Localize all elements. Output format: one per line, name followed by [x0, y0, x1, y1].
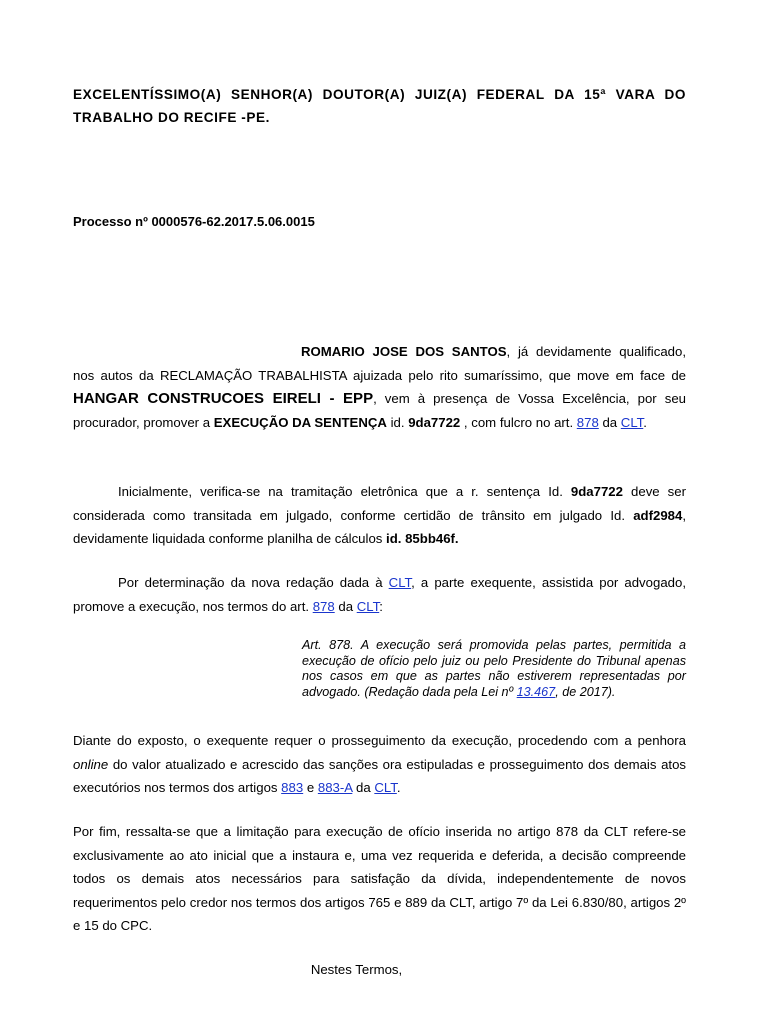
link-art-878[interactable]: 878	[312, 598, 335, 614]
paragraph-determination: Por determinação da nova redação dada à CLT, a parte exequente, assistida por advogado, promove a execução, nos termos do art. 878 da CLT:	[73, 575, 686, 614]
online-term: online	[73, 756, 109, 772]
link-clt[interactable]: CLT	[620, 414, 644, 430]
link-clt[interactable]: CLT	[356, 598, 380, 614]
link-lei-13467[interactable]: 13.467	[516, 684, 556, 699]
paragraph-initial: Inicialmente, verifica-se na tramitação eletrônica que a r. sentença Id. 9da7722 deve ser considerada como transitada em julgado, conforme certidão de trânsito em julgado Id. adf2984, devidamente liquidada conforme planilha de cálculos id. 85bb46f.	[73, 484, 686, 546]
sentence-id: 9da7722	[408, 414, 461, 430]
paragraph-final: Por fim, ressalta-se que a limitação para execução de ofício inserida no artigo 878 da CLT refere-se exclusivamente ao ato inicial que a instaura e, uma vez requerida e deferida, a decisão compreende todos os demais atos necessários para satisfação da dívida, independentemente de novos requerimentos pelo credor nos termos dos artigos 765 e 889 da CLT, artigo 7º da Lei 6.830/80, artigos 2º e 15 do CPC.	[73, 824, 686, 933]
link-clt[interactable]: CLT	[388, 575, 412, 590]
link-art-878[interactable]: 878	[576, 414, 599, 430]
court-heading: EXCELENTÍSSIMO(A) SENHOR(A) DOUTOR(A) JUIZ(A) FEDERAL DA 15ª VARA DO TRABALHO DO RECIFE -PE.	[73, 87, 686, 125]
link-clt[interactable]: CLT	[374, 780, 397, 795]
law-quote: Art. 878. A execução será promovida pelas partes, permitida a execução de ofício pelo juiz ou pelo Presidente do Tribunal apenas nos casos em que as partes não estiverem representadas por advogado. (Redação dada pela Lei nº 13.467, de 2017).	[302, 638, 686, 699]
sentence-id: 9da7722	[570, 484, 623, 499]
execution-title: EXECUÇÃO DA SENTENÇA	[213, 414, 387, 430]
certificate-id: adf2984	[633, 507, 683, 523]
link-art-883[interactable]: 883	[281, 780, 304, 795]
paragraph-request: Diante do exposto, o exequente requer o prosseguimento da execução, procedendo com a penhora online do valor atualizado e acrescido das sanções ora estipuladas e prosseguimento dos demais atos executórios nos termos dos artigos 883 e 883-A da CLT.	[73, 733, 686, 795]
case-number: Processo nº 0000576-62.2017.5.06.0015	[73, 214, 315, 229]
defendant-name: HANGAR CONSTRUCOES EIRELI - EPP	[73, 390, 374, 407]
claimant-name: ROMARIO JOSE DOS SANTOS	[301, 344, 507, 359]
link-art-883a[interactable]: 883-A	[317, 780, 353, 795]
paragraph-execution-request: ROMARIO JOSE DOS SANTOS, já devidamente qualificado, nos autos da RECLAMAÇÃO TRABALHISTA ajuizada pelo rito sumaríssimo, que move em face de HANGAR CONSTRUCOES EIRELI - EPP, vem à presença de Vossa Excelência, por seu procurador, promover a EXECUÇÃO DA SENTENÇA id. 9da7722 , com fulcro no art. 878 da CLT.	[73, 344, 687, 430]
calculation-id: id. 85bb46f.	[386, 531, 459, 546]
closing-phrase: Nestes Termos,	[310, 962, 403, 977]
